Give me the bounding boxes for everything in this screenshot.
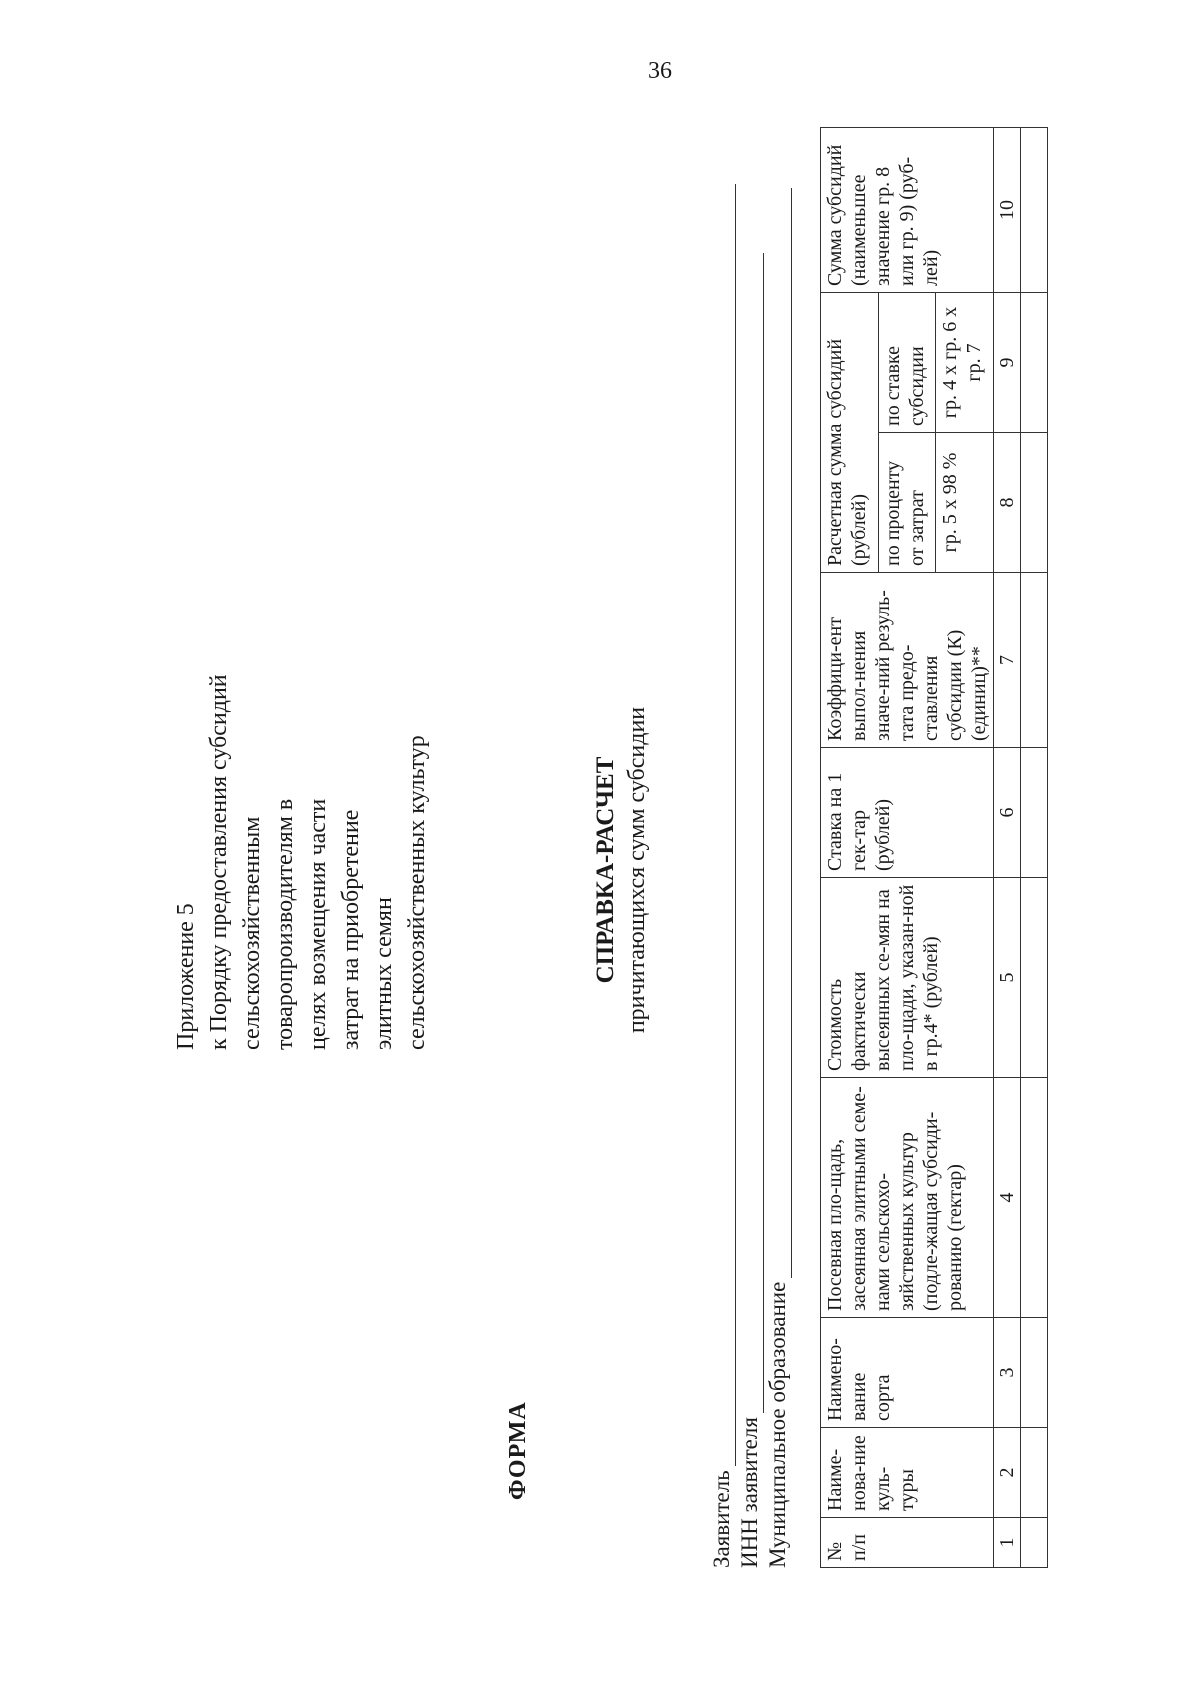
column-number-cell: 4 xyxy=(994,1078,1021,1318)
inn-label: ИНН заявителя xyxy=(737,1417,762,1568)
form-label: ФОРМА xyxy=(505,1401,531,1500)
column-number-cell: 6 xyxy=(994,748,1021,878)
appendix-line: Приложение 5 xyxy=(173,903,199,1050)
column-number-cell: 5 xyxy=(994,878,1021,1078)
calculation-table xyxy=(820,127,1048,1568)
appendix-line: сельскохозяйственных культур xyxy=(404,735,430,1050)
page-number: 36 xyxy=(648,58,672,84)
header-cell-rate-per-hectare: Ставка на 1 гек-тар (рублей) xyxy=(821,748,994,878)
column-number-cell: 3 xyxy=(994,1318,1021,1428)
header-cell-coefficient: Коэффици-ент выпол-нения значе-ний резуль-тата предо-ставления субсидии (К) (единиц)** xyxy=(821,573,994,748)
empty-cell[interactable] xyxy=(1021,1428,1048,1518)
appendix-line: затрат на приобретение xyxy=(338,809,364,1050)
inn-blank-line[interactable] xyxy=(741,253,764,1413)
appendix-block xyxy=(170,130,434,1050)
appendix-line: целях возмещения части xyxy=(305,798,331,1050)
table-header-row xyxy=(821,128,879,1568)
empty-cell[interactable] xyxy=(1021,748,1048,878)
empty-cell[interactable] xyxy=(1021,573,1048,748)
column-number-cell: 9 xyxy=(994,293,1021,433)
header-cell-by-cost-percent: по проценту от затрат xyxy=(878,433,936,573)
empty-cell[interactable] xyxy=(1021,1318,1048,1428)
column-number-cell: 8 xyxy=(994,433,1021,573)
column-number-row xyxy=(994,128,1021,1568)
column-number-cell: 10 xyxy=(994,128,1021,293)
empty-data-row xyxy=(1021,128,1048,1568)
calculation-table-wrapper xyxy=(820,127,1048,1568)
document-title xyxy=(590,520,652,1220)
title-main: СПРАВКА-РАСЧЕТ xyxy=(592,756,619,984)
appendix-line: товаропроизводителям в xyxy=(272,798,298,1050)
municipality-label: Муниципальное образование xyxy=(765,1281,790,1568)
applicant-field[interactable] xyxy=(708,184,736,1568)
empty-cell[interactable] xyxy=(1021,433,1048,573)
empty-cell[interactable] xyxy=(1021,1078,1048,1318)
column-number-cell: 2 xyxy=(994,1428,1021,1518)
header-cell-variety-name: Наимено-вание сорта xyxy=(821,1318,994,1428)
title-sub: причитающихся сумм субсидии xyxy=(624,706,650,1034)
inn-field[interactable] xyxy=(736,253,764,1568)
appendix-line: к Порядку предоставления субсидий xyxy=(206,674,232,1050)
empty-cell[interactable] xyxy=(1021,128,1048,293)
applicant-blank-line[interactable] xyxy=(713,184,736,1466)
header-cell-calculated-sum-group: Расчетная сумма субсидий (рублей) xyxy=(821,293,879,573)
appendix-line: элитных семян xyxy=(371,897,397,1050)
header-cell-by-subsidy-rate: по ставке субсидии xyxy=(878,293,936,433)
formula-cell-col8: гр. 5 х 98 % xyxy=(936,433,994,573)
rotated-form-page xyxy=(60,90,1100,1620)
header-cell-sown-area: Посевная пло-щадь, засеянная элитными семе-нами сельскохо-зяйственных культур (подле-жащая субсиди-рованию (гектар) xyxy=(821,1078,994,1318)
empty-cell[interactable] xyxy=(1021,293,1048,433)
formula-cell-col9: гр. 4 х гр. 6 х гр. 7 xyxy=(936,293,994,433)
header-cell-crop-name: Наиме-нова-ние куль-туры xyxy=(821,1428,994,1518)
header-cell-seed-cost: Стоимость фактически высеянных се-мян на пло-щади, указан-ной в гр.4* (рублей) xyxy=(821,878,994,1078)
header-cell-number: № п/п xyxy=(821,1518,994,1568)
empty-cell[interactable] xyxy=(1021,1518,1048,1568)
column-number-cell: 1 xyxy=(994,1518,1021,1568)
municipality-field[interactable] xyxy=(764,188,792,1568)
appendix-line: сельскохозяйственным xyxy=(239,816,265,1050)
applicant-label: Заявитель xyxy=(709,1470,734,1568)
municipality-blank-line[interactable] xyxy=(769,188,792,1278)
column-number-cell: 7 xyxy=(994,573,1021,748)
empty-cell[interactable] xyxy=(1021,878,1048,1078)
header-cell-subsidy-sum: Сумма субсидий (наименьшее значение гр. 8 или гр. 9) (руб-лей) xyxy=(821,128,994,293)
